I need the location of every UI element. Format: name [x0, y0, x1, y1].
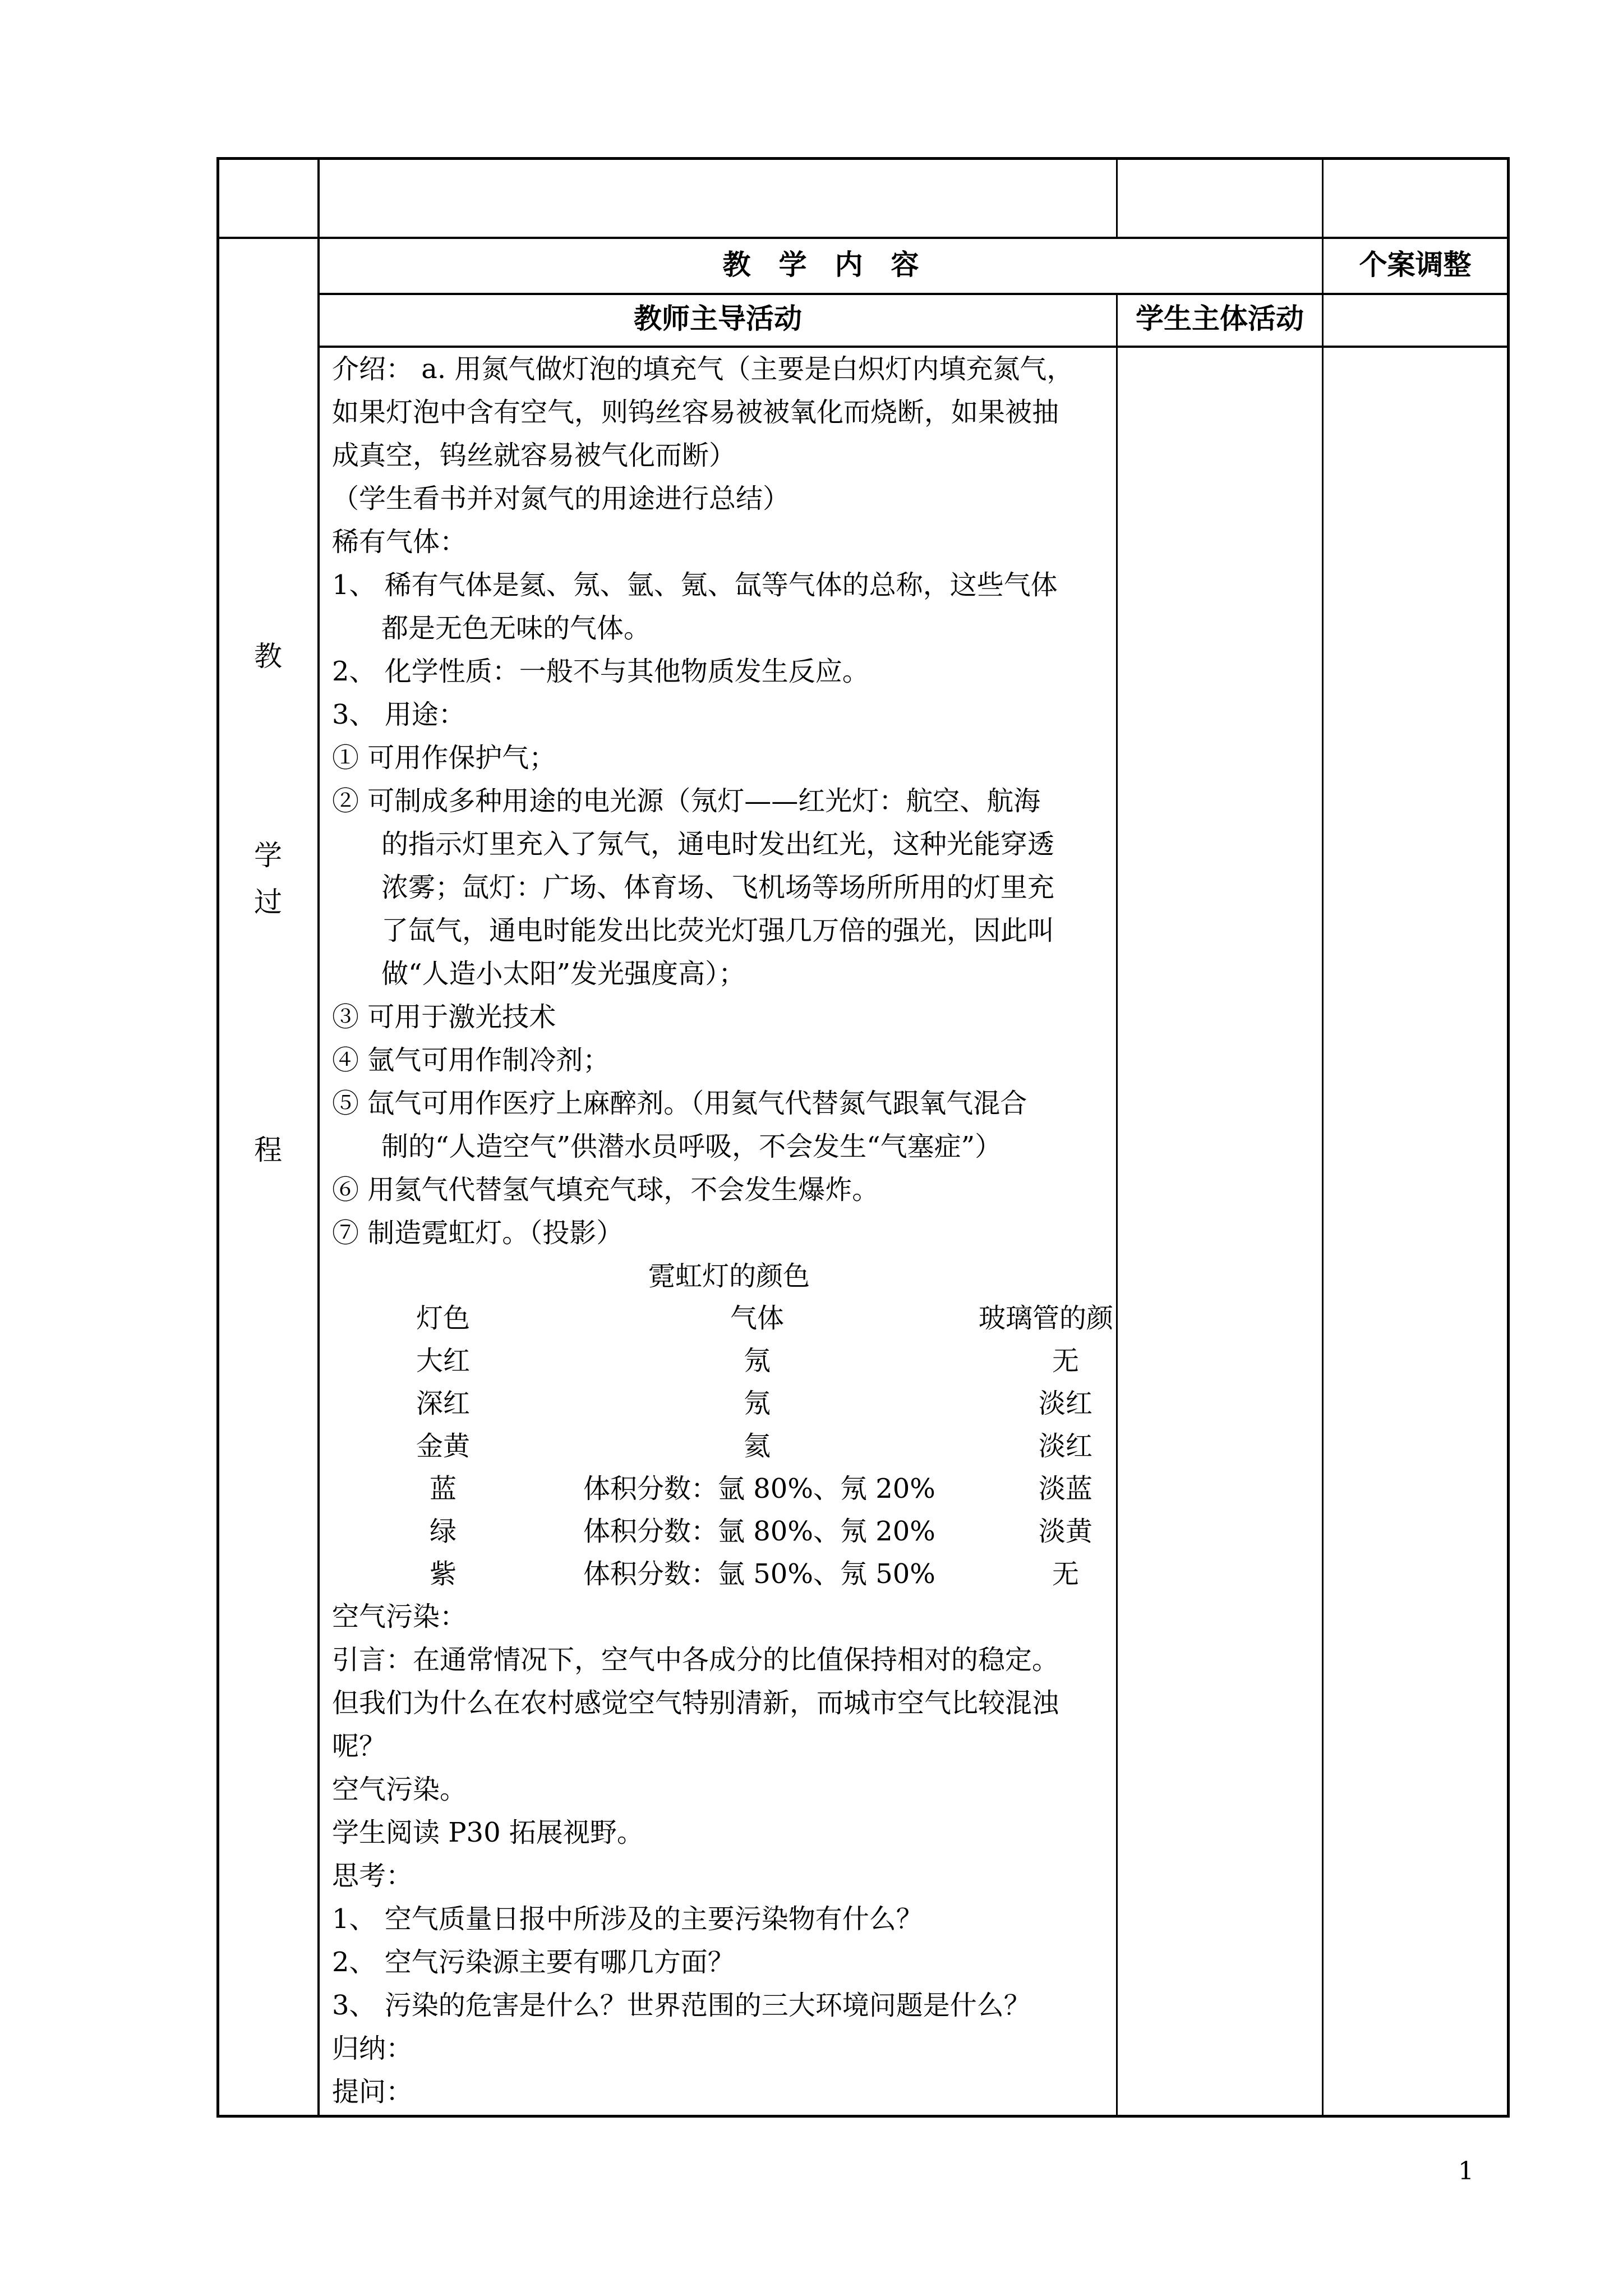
table-left-border [216, 157, 219, 2118]
body-line: ② 可制成多种用途的电光源（氖灯——红光灯：航空、航海 [332, 785, 1041, 817]
body-line: 空气污染： [332, 1601, 467, 1632]
neon-table-header: 玻璃管的颜 [979, 1303, 1114, 1334]
neon-table-header: 灯色 [416, 1303, 470, 1334]
side-label-char: 过 [254, 886, 282, 918]
col-divider-1 [317, 157, 320, 2118]
neon-table-cell: 淡红 [1038, 1430, 1092, 1462]
neon-table-cell: 深红 [416, 1388, 470, 1419]
header-case-adjust: 个案调整 [1359, 249, 1472, 281]
body-line: 如果灯泡中含有空气，则钨丝容易被被氧化而烧断，如果被抽 [332, 397, 1059, 428]
body-line: 3、 用途： [332, 699, 465, 730]
neon-table-cell: 大红 [416, 1345, 470, 1377]
body-line: 都是无色无味的气体。 [381, 613, 651, 644]
body-line: 2、 空气污染源主要有哪几方面？ [332, 1947, 735, 1978]
neon-table-cell: 淡黄 [1038, 1516, 1092, 1547]
row-divider-2 [317, 293, 1510, 295]
header-teaching-content: 教 学 内 容 [722, 249, 919, 281]
neon-table-cell: 绿 [429, 1516, 457, 1547]
body-line: 的指示灯里充入了氖气，通电时发出红光，这种光能穿透 [381, 829, 1055, 860]
body-line: （学生看书并对氮气的用途进行总结） [332, 483, 790, 514]
body-line: 稀有气体： [332, 526, 467, 558]
body-line: 呢？ [332, 1731, 386, 1762]
neon-table-cell: 紫 [429, 1558, 457, 1590]
neon-table-cell: 淡蓝 [1038, 1473, 1092, 1504]
side-label-char: 程 [254, 1134, 282, 1166]
neon-table-cell: 体积分数：氩 80%、氖 20% [583, 1516, 935, 1547]
side-label-char: 学 [254, 839, 282, 872]
body-line: 3、 污染的危害是什么？世界范围的三大环境问题是什么？ [332, 1990, 1031, 2021]
neon-table-cell: 无 [1052, 1558, 1079, 1590]
body-line: 归纳： [332, 2033, 413, 2064]
body-line: 引言：在通常情况下，空气中各成分的比值保持相对的稳定。 [332, 1644, 1059, 1676]
body-line: 浓雾；氙灯：广场、体育场、飞机场等场所所用的灯里充 [381, 872, 1055, 903]
col-divider-2 [1116, 157, 1118, 238]
body-line: 思考： [332, 1860, 413, 1892]
col-divider-3 [1322, 157, 1324, 2118]
body-line: 了氙气，通电时能发出比荧光灯强几万倍的强光，因此叫 [381, 915, 1055, 946]
body-line: 空气污染。 [332, 1774, 467, 1805]
neon-table-cell: 氖 [743, 1388, 771, 1419]
body-line: 1、 空气质量日报中所涉及的主要污染物有什么？ [332, 1903, 923, 1935]
col-divider-2b [1116, 295, 1118, 2118]
table-bottom-border [216, 2115, 1510, 2118]
body-line: ④ 氩气可用作制冷剂； [332, 1045, 610, 1076]
neon-table-cell: 体积分数：氩 80%、氖 20% [583, 1473, 935, 1504]
body-line: 提问： [332, 2076, 413, 2108]
body-line: 学生阅读 P30 拓展视野。 [332, 1817, 644, 1848]
body-line: 成真空，钨丝就容易被气化而断） [332, 440, 736, 471]
neon-table-cell: 氖 [743, 1345, 771, 1377]
body-line: ① 可用作保护气； [332, 742, 556, 774]
body-line: 介绍： a. 用氮气做灯泡的填充气（主要是白炽灯内填充氮气， [332, 353, 1074, 385]
body-line: 做“人造小太阳”发光强度高）； [381, 958, 746, 990]
page-number: 1 [1458, 2157, 1474, 2185]
table-right-border [1507, 157, 1510, 2118]
side-label-char: 教 [254, 640, 282, 673]
header-teacher-activity: 教师主导活动 [634, 302, 802, 335]
neon-table-cell: 金黄 [416, 1430, 470, 1462]
row-divider-1 [216, 237, 1510, 239]
header-student-activity: 学生主体活动 [1136, 302, 1304, 335]
neon-table-cell: 淡红 [1038, 1388, 1092, 1419]
table-top-border [216, 157, 1510, 160]
neon-table-cell: 蓝 [429, 1473, 457, 1504]
body-line: ③ 可用于激光技术 [332, 1001, 556, 1033]
body-line: ⑤ 氙气可用作医疗上麻醉剂。（用氦气代替氮气跟氧气混合 [332, 1088, 1027, 1119]
neon-table-cell: 无 [1052, 1345, 1079, 1377]
neon-table-cell: 氦 [743, 1430, 771, 1462]
neon-table-title: 霓虹灯的颜色 [648, 1260, 810, 1292]
body-line: ⑦ 制造霓虹灯。（投影） [332, 1217, 624, 1249]
body-line: ⑥ 用氦气代替氢气填充气球，不会发生爆炸。 [332, 1174, 879, 1205]
body-line: 但我们为什么在农村感觉空气特别清新，而城市空气比较混浊 [332, 1687, 1059, 1719]
neon-table-cell: 体积分数：氩 50%、氖 50% [583, 1558, 935, 1590]
body-line: 2、 化学性质：一般不与其他物质发生反应。 [332, 656, 869, 687]
row-divider-3 [317, 346, 1510, 348]
body-line: 1、 稀有气体是氦、氖、氩、氪、氙等气体的总称，这些气体 [332, 569, 1058, 601]
body-line: 制的“人造空气”供潜水员呼吸，不会发生“气塞症”） [381, 1131, 1002, 1162]
neon-table-header: 气体 [730, 1303, 784, 1334]
